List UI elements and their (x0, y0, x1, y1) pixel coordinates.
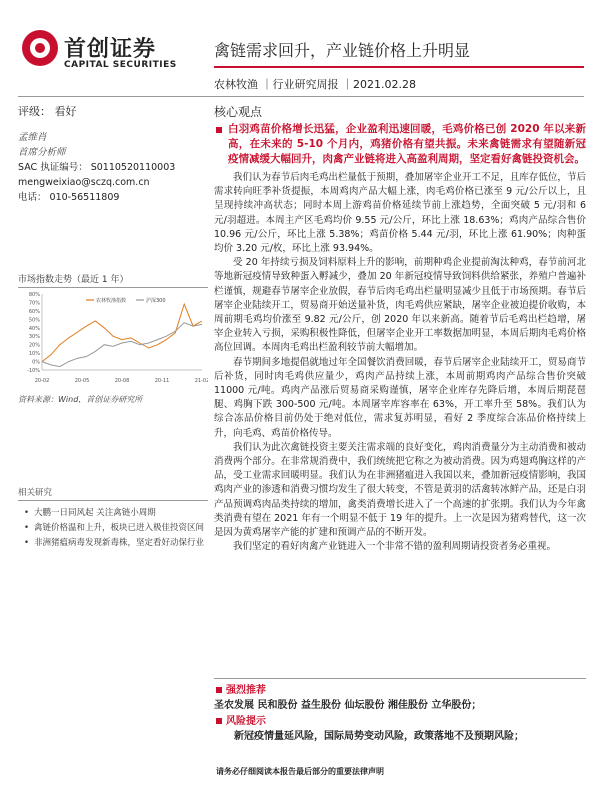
body-paragraph: 我们认为此次禽链投资主要关注需求端的良好变化，鸡肉消费量分为主动消费和被动消费两个部分。在非常规消费中，我们统统把它称之为被动消费。因为鸡翅鸡胸这样的产品，受工业需求回暖明显。我们认为在非洲猪瘟进入我国以来，叠加新冠疫情影响，我国鸡肉产业的渗透和消费习惯均发生了很大转变，不管是黄羽的活禽转冰鲜产品，还是白羽产品预调鸡肉品类持续的增加，禽类消费增长进入了一个高速的扩张期。我们认为今年禽类消费有望在 2021 年有一个明显不低于 19 年的提升。上一次是因为猪鸡替代，这一次是因为黄鸡屠宰产能的扩建和预调产品的不断开发。 (214, 441, 586, 539)
core-view-title: 核心观点 (214, 105, 263, 119)
title-rule (214, 66, 584, 68)
analyst-sac: SAC 执证编号： S0110520110003 (18, 162, 176, 173)
y-tick-label: 10% (28, 351, 40, 358)
series-line (42, 323, 202, 367)
footer-disclaimer: 请务必仔细阅读本报告最后部分的重要法律声明 (216, 767, 384, 776)
analyst-role: 首席分析师 (18, 147, 66, 158)
body-paragraph: 我们认为春节后肉毛鸡出栏量低于预期，叠加屠宰企业开工不足，且库存低位，节后需求转向旺季补货提振，本周鸡肉产品大幅上涨，肉毛鸡价格已涨至 9 元/公斤以上，且呈现持续冲高状态；同时本周上游鸡苗价格延续节前上涨趋势，全面突破 5 元/羽和 6 元/羽超进。本周主产区毛鸡均价 9.55 元/公斤，环比上涨 18.63%；鸡肉产品综合售价 10.96 元/公斤，环比上涨 5.38%；鸡苗价格 5.44 元/羽，环比上涨 61.90%；肉种蛋均价 3.20 元/枚，环比上涨 93.94%。 (214, 172, 586, 255)
recommended-stocks: 圣农发展 民和股份 益生股份 仙坛股份 湘佳股份 立华股份； (214, 700, 482, 711)
x-tick-label: 20-05 (74, 378, 90, 384)
chart-source: 资料来源：Wind，首创证券研究所 (18, 395, 143, 404)
header-divider (18, 96, 584, 97)
chart-title: 市场指数走势（最近 1 年） (18, 272, 208, 288)
y-tick-label: 0% (32, 359, 40, 366)
analyst-email: mengweixiao@sczq.com.cn (18, 177, 150, 188)
rating: 评级： 看好 (18, 105, 77, 118)
company-logo (22, 30, 202, 74)
risk-text: 新冠疫情量延风险，国际局势变动风险，政策落地不及预期风险； (234, 731, 524, 742)
body-paragraph: 受 20 年持续亏损及饲料原料上升的影响，前期种鸡企业提前淘汰种鸡，春节前河北等地新冠疫情导致种蛋入孵减少，叠加 20 年新冠疫情导致饲料供给紧张，养殖户普遍补栏谨慎，规避春节屠宰企业放假，春节后肉毛鸡出栏量明显减少且低于市场预期。春节后屠宰企业陆续开工，贸易商开始送量补货，肉毛鸡供应紧缺，屠宰企业被迫提价收购，本周前期毛鸡均价涨至 9.82 元/公斤，创 2020 年以来新高。随着节后毛鸡出栏趋增，屠宰企业转入亏损，采购积极性降低，但屠宰企业开工率数据加明显，本周后期肉毛鸡价格高位回调。本周肉毛鸡出栏盈利较节前大幅增加。 (214, 257, 586, 354)
report-title: 禽链需求回升，产业链价格上升明显 (214, 41, 471, 60)
y-tick-label: 20% (28, 342, 40, 349)
y-tick-label: 40% (28, 325, 40, 332)
analyst-info (18, 130, 208, 205)
y-tick-label: 50% (28, 317, 40, 324)
chart-svg (18, 288, 208, 386)
x-tick-label: 21-02 (194, 378, 208, 384)
recommend-title: 强烈推荐 (214, 683, 586, 698)
logo-en: CAPITAL SECURITIES (64, 60, 177, 70)
x-tick-label: 20-02 (34, 378, 50, 384)
market-index-chart (18, 272, 208, 387)
y-tick-label: 30% (28, 334, 40, 341)
body-paragraph: 我们坚定的看好肉禽产业链进入一个非常不错的盈利周期请投资者务必重视。 (233, 541, 557, 553)
y-tick-label: 60% (28, 308, 40, 315)
analyst-phone: 电话： 010-56511809 (18, 192, 120, 203)
logo-cn: 首创证券 (64, 37, 157, 62)
report-subline: 农林牧渔 ｜行业研究周报 ｜2021.02.28 (214, 78, 416, 91)
main-body (214, 122, 586, 554)
y-tick-label: 70% (28, 300, 40, 307)
series-line (42, 304, 202, 362)
logo-mark-icon (22, 30, 58, 66)
y-tick-label: 80% (28, 292, 40, 298)
risk-title: 风险提示 (214, 714, 586, 729)
body-paragraph: 春节期间多地提倡就地过年全国餐饮消费回暖，春节后屠宰企业陆续开工，贸易商节后补货，同时肉毛鸡供应量少，鸡肉产品持续上涨，本周前期鸡肉产品综合售价突破 11000 元/吨。鸡肉产品涨后贸易商采购谨慎，屠宰企业库存先降后增，本周后期琵琶腿、鸡胸下跌 300-500 元/吨。本周屠宰库容率在 63%，开工率升至 58%。我们认为综合冻品价格目前仍处于绝对低位，需求复苏明显，看好 2 季度综合冻品价格持续上升，向毛鸡、鸡苗价格传导。 (214, 356, 586, 439)
y-tick-label: -10% (27, 368, 40, 374)
x-tick-label: 20-08 (114, 378, 130, 384)
recommendation-box (214, 678, 586, 745)
legend-label: 农林牧渔指数 (96, 298, 127, 304)
x-tick-label: 20-11 (154, 378, 170, 384)
related-title: 相关研究 (18, 486, 208, 501)
analyst-name: 孟维肖 (18, 132, 47, 143)
related-item[interactable]: • 非洲猪瘟病毒发现新毒株，坚定看好动保行业 (24, 537, 208, 550)
related-item[interactable]: • 禽链价格温和上升，板块已进入极佳投资区间 (24, 522, 208, 535)
highlight-paragraph: 白羽鸡苗价格增长迅猛，企业盈利迅速回暖，毛鸡价格已创 2020 年以来新高，在未来的 5-10 个月内，鸡猪价格有望共振。未来禽链需求有望随新冠疫情减缓大幅回升，肉禽产业链将进入高盈利周期，坚定看好禽链投资机会。 (214, 122, 586, 167)
legend-label: 沪深300 (146, 298, 166, 304)
related-item[interactable]: • 大鹏一日同风起 关注禽链小周期 (24, 507, 208, 520)
related-research (18, 486, 208, 552)
